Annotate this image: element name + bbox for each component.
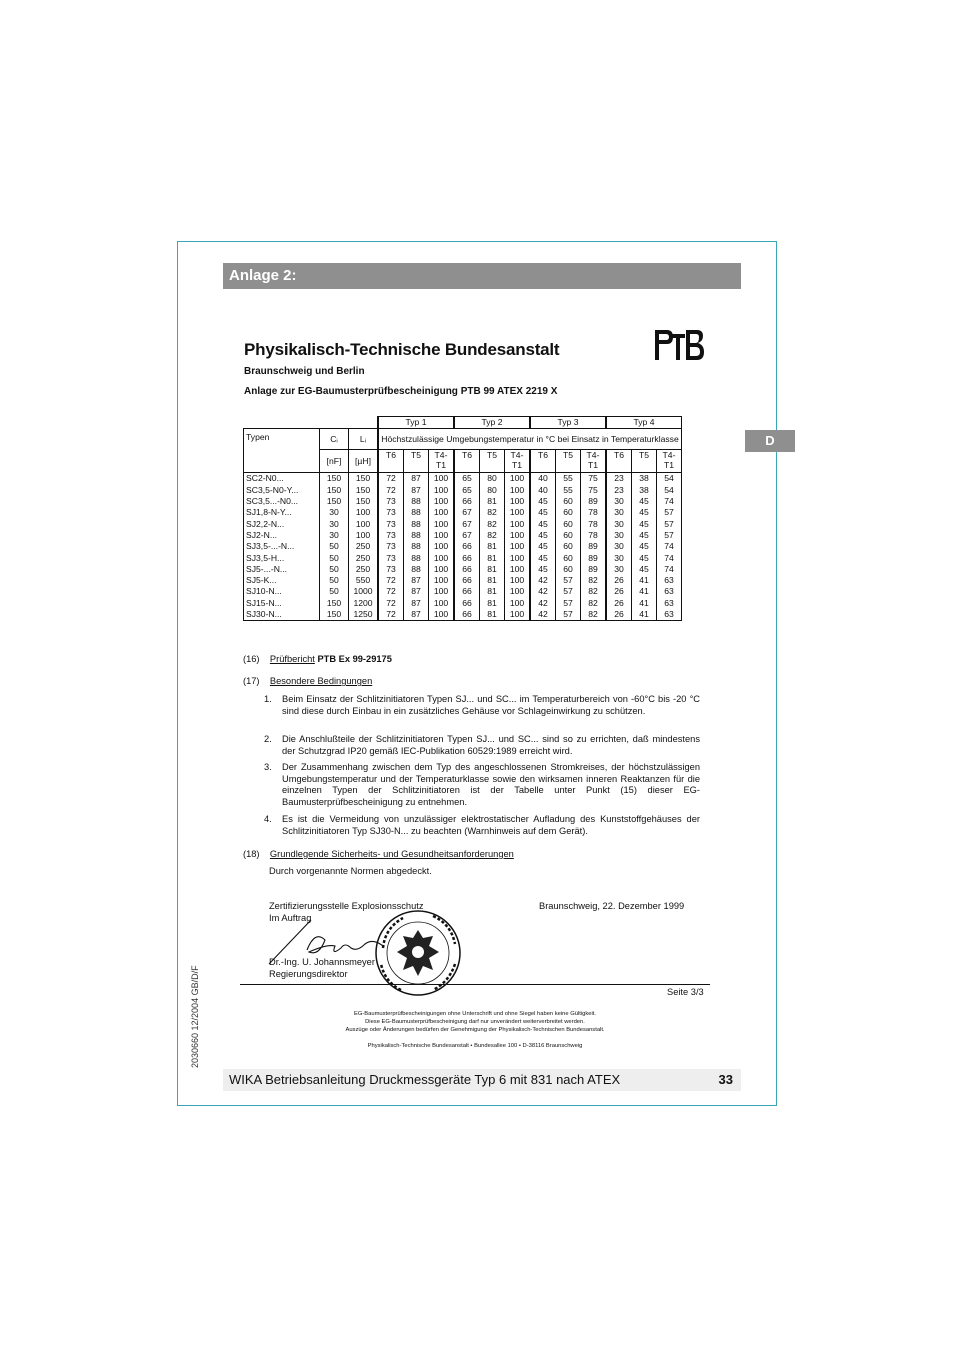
section-18: (18) Grundlegende Sicherheits- und Gesundheitsanforderungen bbox=[243, 849, 514, 859]
value-cell: 81 bbox=[480, 496, 505, 507]
value-cell: 82 bbox=[581, 575, 607, 586]
value-cell: 45 bbox=[530, 518, 556, 529]
temp-class-header: T4-T1 bbox=[505, 450, 531, 473]
value-cell: 55 bbox=[556, 485, 581, 496]
value-cell: 30 bbox=[606, 564, 632, 575]
value-cell: 150 bbox=[349, 496, 379, 507]
value-cell: 42 bbox=[530, 609, 556, 621]
value-cell: 60 bbox=[556, 507, 581, 518]
table-row bbox=[244, 507, 682, 518]
place-date: Braunschweig, 22. Dezember 1999 bbox=[539, 901, 685, 911]
value-cell: 66 bbox=[454, 541, 480, 552]
value-cell: 100 bbox=[429, 564, 455, 575]
value-cell: 88 bbox=[404, 564, 429, 575]
language-tab[interactable]: D bbox=[745, 430, 795, 452]
value-cell: 1200 bbox=[349, 598, 379, 609]
value-cell: 66 bbox=[454, 586, 480, 597]
value-cell: 89 bbox=[581, 552, 607, 563]
value-cell: 100 bbox=[505, 473, 531, 485]
value-cell: 67 bbox=[454, 530, 480, 541]
value-cell: 72 bbox=[378, 485, 404, 496]
value-cell: 26 bbox=[606, 575, 632, 586]
value-cell: 82 bbox=[480, 530, 505, 541]
value-cell: 72 bbox=[378, 575, 404, 586]
s16-value: PTB Ex 99-29175 bbox=[317, 654, 392, 664]
value-cell: 60 bbox=[556, 530, 581, 541]
value-cell: 60 bbox=[556, 552, 581, 563]
value-cell: 50 bbox=[320, 552, 349, 563]
value-cell: 41 bbox=[632, 609, 657, 621]
value-cell: 57 bbox=[556, 609, 581, 621]
cert-body-label: Zertifizierungsstelle Explosionsschutz bbox=[269, 901, 424, 911]
type-cell: SJ5-...-N... bbox=[244, 564, 320, 575]
value-cell: 66 bbox=[454, 575, 480, 586]
value-cell: 150 bbox=[320, 609, 349, 621]
value-cell: 100 bbox=[505, 609, 531, 621]
value-cell: 100 bbox=[429, 496, 455, 507]
s18-text: Durch vorgenannte Normen abgedeckt. bbox=[269, 866, 432, 876]
value-cell: 72 bbox=[378, 586, 404, 597]
value-cell: 73 bbox=[378, 564, 404, 575]
fine-print-line: EG-Baumusterprüfbescheinigungen ohne Unterschrift und ohne Siegel haben keine Gültigkeit. bbox=[353, 1011, 596, 1017]
value-cell: 65 bbox=[454, 473, 480, 485]
value-cell: 30 bbox=[606, 518, 632, 529]
s16-label: Prüfbericht bbox=[269, 654, 315, 664]
value-cell: 100 bbox=[429, 530, 455, 541]
type-cell: SJ2,2-N... bbox=[244, 518, 320, 529]
ptb-logo-icon bbox=[653, 328, 705, 362]
value-cell: 80 bbox=[480, 473, 505, 485]
value-cell: 66 bbox=[454, 552, 480, 563]
value-cell: 82 bbox=[581, 598, 607, 609]
typ-header: Typ 1 bbox=[378, 417, 454, 429]
fine-print-line: Auszüge oder Änderungen bedürfen der Genehmigung der Physikalisch-Technischen Bundesanstalt. bbox=[345, 1027, 605, 1033]
value-cell: 89 bbox=[581, 564, 607, 575]
value-cell: 45 bbox=[632, 552, 657, 563]
cert-title: Physikalisch-Technische Bundesanstalt bbox=[244, 340, 560, 359]
page-footer bbox=[223, 1069, 741, 1091]
value-cell: 1000 bbox=[349, 586, 379, 597]
type-cell: SJ15-N... bbox=[244, 598, 320, 609]
value-cell: 30 bbox=[320, 518, 349, 529]
value-cell: 60 bbox=[556, 496, 581, 507]
value-cell: 45 bbox=[632, 530, 657, 541]
value-cell: 89 bbox=[581, 496, 607, 507]
value-cell: 78 bbox=[581, 507, 607, 518]
value-cell: 81 bbox=[480, 541, 505, 552]
value-cell: 40 bbox=[530, 473, 556, 485]
page-number: 33 bbox=[718, 1072, 733, 1087]
value-cell: 73 bbox=[378, 518, 404, 529]
value-cell: 100 bbox=[429, 609, 455, 621]
value-cell: 82 bbox=[581, 609, 607, 621]
value-cell: 150 bbox=[320, 496, 349, 507]
value-cell: 75 bbox=[581, 473, 607, 485]
value-cell: 1250 bbox=[349, 609, 379, 621]
value-cell: 250 bbox=[349, 541, 379, 552]
value-cell: 40 bbox=[530, 485, 556, 496]
value-cell: 87 bbox=[404, 473, 429, 485]
value-cell: 89 bbox=[581, 541, 607, 552]
value-cell: 26 bbox=[606, 598, 632, 609]
value-cell: 67 bbox=[454, 507, 480, 518]
value-cell: 23 bbox=[606, 485, 632, 496]
section-16: (16) Prüfbericht PTB Ex 99-29175 bbox=[243, 654, 392, 664]
value-cell: 73 bbox=[378, 530, 404, 541]
value-cell: 72 bbox=[378, 609, 404, 621]
temp-class-header: T5 bbox=[632, 450, 657, 473]
value-cell: 100 bbox=[429, 507, 455, 518]
temp-class-header: T4-T1 bbox=[429, 450, 455, 473]
value-cell: 100 bbox=[429, 485, 455, 496]
value-cell: 550 bbox=[349, 575, 379, 586]
temp-class-header: T5 bbox=[404, 450, 429, 473]
fine-print-address: Physikalisch-Technische Bundesanstalt • Bundesallee 100 • D-38116 Braunschweig bbox=[367, 1043, 583, 1049]
type-cell: SC3,5-N0-Y... bbox=[244, 485, 320, 496]
value-cell: 88 bbox=[404, 530, 429, 541]
value-cell: 54 bbox=[657, 485, 682, 496]
value-cell: 150 bbox=[349, 473, 379, 485]
value-cell: 74 bbox=[657, 541, 682, 552]
value-cell: 100 bbox=[505, 552, 531, 563]
value-cell: 100 bbox=[349, 530, 379, 541]
table-row bbox=[244, 552, 682, 563]
value-cell: 250 bbox=[349, 552, 379, 563]
on-behalf-label: Im Auftrag bbox=[269, 913, 312, 923]
s18-label: Grundlegende Sicherheits- und Gesundheitsanforderungen bbox=[269, 849, 514, 859]
value-cell: 66 bbox=[454, 496, 480, 507]
value-cell: 82 bbox=[581, 586, 607, 597]
table-row bbox=[244, 473, 682, 485]
value-cell: 100 bbox=[429, 586, 455, 597]
value-cell: 42 bbox=[530, 575, 556, 586]
value-cell: 50 bbox=[320, 541, 349, 552]
type-cell: SJ30-N... bbox=[244, 609, 320, 621]
table-row bbox=[244, 575, 682, 586]
value-cell: 42 bbox=[530, 586, 556, 597]
value-cell: 73 bbox=[378, 507, 404, 518]
value-cell: 23 bbox=[606, 473, 632, 485]
value-cell: 100 bbox=[429, 552, 455, 563]
value-cell: 63 bbox=[657, 598, 682, 609]
temp-class-header: T6 bbox=[454, 450, 480, 473]
value-cell: 78 bbox=[581, 518, 607, 529]
value-cell: 42 bbox=[530, 598, 556, 609]
type-cell: SJ3,5-H... bbox=[244, 552, 320, 563]
value-cell: 82 bbox=[480, 507, 505, 518]
table-row bbox=[244, 496, 682, 507]
col-li: Lᵢ bbox=[349, 429, 379, 450]
value-cell: 66 bbox=[454, 564, 480, 575]
value-cell: 81 bbox=[480, 598, 505, 609]
type-cell: SJ2-N... bbox=[244, 530, 320, 541]
type-cell: SJ5-K... bbox=[244, 575, 320, 586]
type-cell: SJ10-N... bbox=[244, 586, 320, 597]
value-cell: 100 bbox=[429, 541, 455, 552]
unit-ci: [nF] bbox=[320, 450, 349, 473]
value-cell: 100 bbox=[505, 598, 531, 609]
value-cell: 100 bbox=[349, 518, 379, 529]
value-cell: 30 bbox=[606, 530, 632, 541]
value-cell: 38 bbox=[632, 473, 657, 485]
value-cell: 100 bbox=[429, 518, 455, 529]
table-row bbox=[244, 586, 682, 597]
value-cell: 55 bbox=[556, 473, 581, 485]
value-cell: 57 bbox=[556, 598, 581, 609]
value-cell: 54 bbox=[657, 473, 682, 485]
value-cell: 88 bbox=[404, 496, 429, 507]
value-cell: 66 bbox=[454, 598, 480, 609]
divider bbox=[240, 984, 710, 985]
value-cell: 100 bbox=[505, 541, 531, 552]
table-row bbox=[244, 530, 682, 541]
value-cell: 45 bbox=[530, 564, 556, 575]
value-cell: 78 bbox=[581, 530, 607, 541]
value-cell: 57 bbox=[556, 586, 581, 597]
value-cell: 45 bbox=[530, 496, 556, 507]
value-cell: 81 bbox=[480, 552, 505, 563]
table-row bbox=[244, 609, 682, 621]
table-row bbox=[244, 485, 682, 496]
temp-class-header: T4-T1 bbox=[581, 450, 607, 473]
value-cell: 80 bbox=[480, 485, 505, 496]
value-cell: 65 bbox=[454, 485, 480, 496]
value-cell: 73 bbox=[378, 552, 404, 563]
value-cell: 26 bbox=[606, 586, 632, 597]
value-cell: 100 bbox=[505, 496, 531, 507]
value-cell: 88 bbox=[404, 507, 429, 518]
value-cell: 63 bbox=[657, 586, 682, 597]
value-cell: 100 bbox=[505, 485, 531, 496]
value-cell: 30 bbox=[606, 552, 632, 563]
table-row bbox=[244, 518, 682, 529]
value-cell: 100 bbox=[505, 507, 531, 518]
value-cell: 41 bbox=[632, 575, 657, 586]
value-cell: 45 bbox=[530, 507, 556, 518]
value-cell: 38 bbox=[632, 485, 657, 496]
s17-label: Besondere Bedingungen bbox=[269, 676, 373, 686]
value-cell: 100 bbox=[505, 518, 531, 529]
signatory-role: Regierungsdirektor bbox=[269, 969, 348, 979]
value-cell: 81 bbox=[480, 586, 505, 597]
type-cell: SJ1,8-N-Y... bbox=[244, 507, 320, 518]
value-cell: 50 bbox=[320, 575, 349, 586]
value-cell: 57 bbox=[657, 530, 682, 541]
type-cell: SC3,5...-N0... bbox=[244, 496, 320, 507]
unit-li: [µH] bbox=[349, 450, 379, 473]
value-cell: 50 bbox=[320, 586, 349, 597]
temp-class-header: T6 bbox=[606, 450, 632, 473]
document-code: 2030660 12/2004 GB/D/F bbox=[190, 965, 200, 1068]
value-cell: 87 bbox=[404, 598, 429, 609]
value-cell: 57 bbox=[657, 507, 682, 518]
col-ci: Cᵢ bbox=[320, 429, 349, 450]
value-cell: 45 bbox=[632, 541, 657, 552]
value-cell: 100 bbox=[429, 473, 455, 485]
value-cell: 150 bbox=[320, 598, 349, 609]
value-cell: 150 bbox=[320, 473, 349, 485]
value-cell: 100 bbox=[349, 507, 379, 518]
value-cell: 73 bbox=[378, 541, 404, 552]
value-cell: 150 bbox=[320, 485, 349, 496]
value-cell: 87 bbox=[404, 586, 429, 597]
value-cell: 30 bbox=[320, 507, 349, 518]
temp-class-header: T4-T1 bbox=[657, 450, 682, 473]
value-cell: 87 bbox=[404, 575, 429, 586]
value-cell: 45 bbox=[632, 507, 657, 518]
value-cell: 88 bbox=[404, 518, 429, 529]
cert-subtitle-location: Braunschweig und Berlin bbox=[244, 366, 365, 377]
temp-class-header: T6 bbox=[530, 450, 556, 473]
value-cell: 100 bbox=[505, 564, 531, 575]
value-cell: 63 bbox=[657, 575, 682, 586]
cert-page-number: Seite 3/3 bbox=[667, 987, 704, 997]
table-row bbox=[244, 541, 682, 552]
value-cell: 60 bbox=[556, 541, 581, 552]
temperature-table bbox=[243, 416, 682, 621]
value-cell: 63 bbox=[657, 609, 682, 621]
value-cell: 74 bbox=[657, 564, 682, 575]
typ-header: Typ 4 bbox=[606, 417, 682, 429]
col-typen: Typen bbox=[244, 429, 320, 473]
value-cell: 60 bbox=[556, 564, 581, 575]
value-cell: 73 bbox=[378, 496, 404, 507]
value-cell: 30 bbox=[320, 530, 349, 541]
value-cell: 60 bbox=[556, 518, 581, 529]
value-cell: 45 bbox=[530, 541, 556, 552]
type-cell: SC2-N0... bbox=[244, 473, 320, 485]
signatory-name: Dr.-Ing. U. Johannsmeyer bbox=[269, 957, 375, 967]
value-cell: 57 bbox=[657, 518, 682, 529]
fine-print-line: Diese EG-Baumusterprüfbescheinigung darf nur unverändert weiterverbreitet werden. bbox=[365, 1019, 585, 1025]
footer-text: WIKA Betriebsanleitung Druckmessgeräte Typ 6 mit 831 nach ATEX bbox=[229, 1072, 621, 1087]
value-cell: 75 bbox=[581, 485, 607, 496]
value-cell: 88 bbox=[404, 552, 429, 563]
value-cell: 45 bbox=[530, 552, 556, 563]
value-cell: 50 bbox=[320, 564, 349, 575]
value-cell: 81 bbox=[480, 564, 505, 575]
value-cell: 45 bbox=[632, 564, 657, 575]
value-cell: 72 bbox=[378, 598, 404, 609]
value-cell: 45 bbox=[632, 518, 657, 529]
value-cell: 72 bbox=[378, 473, 404, 485]
value-cell: 150 bbox=[349, 485, 379, 496]
value-cell: 100 bbox=[505, 530, 531, 541]
value-cell: 81 bbox=[480, 609, 505, 621]
value-cell: 100 bbox=[505, 575, 531, 586]
value-cell: 88 bbox=[404, 541, 429, 552]
value-cell: 41 bbox=[632, 598, 657, 609]
value-cell: 74 bbox=[657, 496, 682, 507]
value-cell: 45 bbox=[632, 496, 657, 507]
table-row bbox=[244, 598, 682, 609]
section-title: Anlage 2: bbox=[223, 263, 741, 289]
value-cell: 26 bbox=[606, 609, 632, 621]
value-cell: 100 bbox=[429, 598, 455, 609]
value-cell: 45 bbox=[530, 530, 556, 541]
section-17: (17) Besondere Bedingungen bbox=[243, 676, 373, 686]
value-cell: 250 bbox=[349, 564, 379, 575]
type-cell: SJ3,5-...-N... bbox=[244, 541, 320, 552]
value-cell: 100 bbox=[429, 575, 455, 586]
value-cell: 30 bbox=[606, 507, 632, 518]
value-cell: 87 bbox=[404, 485, 429, 496]
value-cell: 57 bbox=[556, 575, 581, 586]
value-cell: 87 bbox=[404, 609, 429, 621]
typ-header: Typ 2 bbox=[454, 417, 530, 429]
temp-class-header: T5 bbox=[556, 450, 581, 473]
value-cell: 66 bbox=[454, 609, 480, 621]
value-cell: 82 bbox=[480, 518, 505, 529]
temp-class-header: T6 bbox=[378, 450, 404, 473]
cert-subtitle-annex: Anlage zur EG-Baumusterprüfbescheinigung PTB 99 ATEX 2219 X bbox=[244, 386, 558, 397]
typ-header: Typ 3 bbox=[530, 417, 606, 429]
value-cell: 30 bbox=[606, 496, 632, 507]
value-cell: 81 bbox=[480, 575, 505, 586]
value-cell: 100 bbox=[505, 586, 531, 597]
value-cell: 67 bbox=[454, 518, 480, 529]
temp-class-header: T5 bbox=[480, 450, 505, 473]
value-cell: 74 bbox=[657, 552, 682, 563]
table-row bbox=[244, 564, 682, 575]
value-cell: 30 bbox=[606, 541, 632, 552]
value-cell: 41 bbox=[632, 586, 657, 597]
temp-header: Höchstzulässige Umgebungstemperatur in °C bei Einsatz in Temperaturklasse bbox=[378, 429, 682, 450]
